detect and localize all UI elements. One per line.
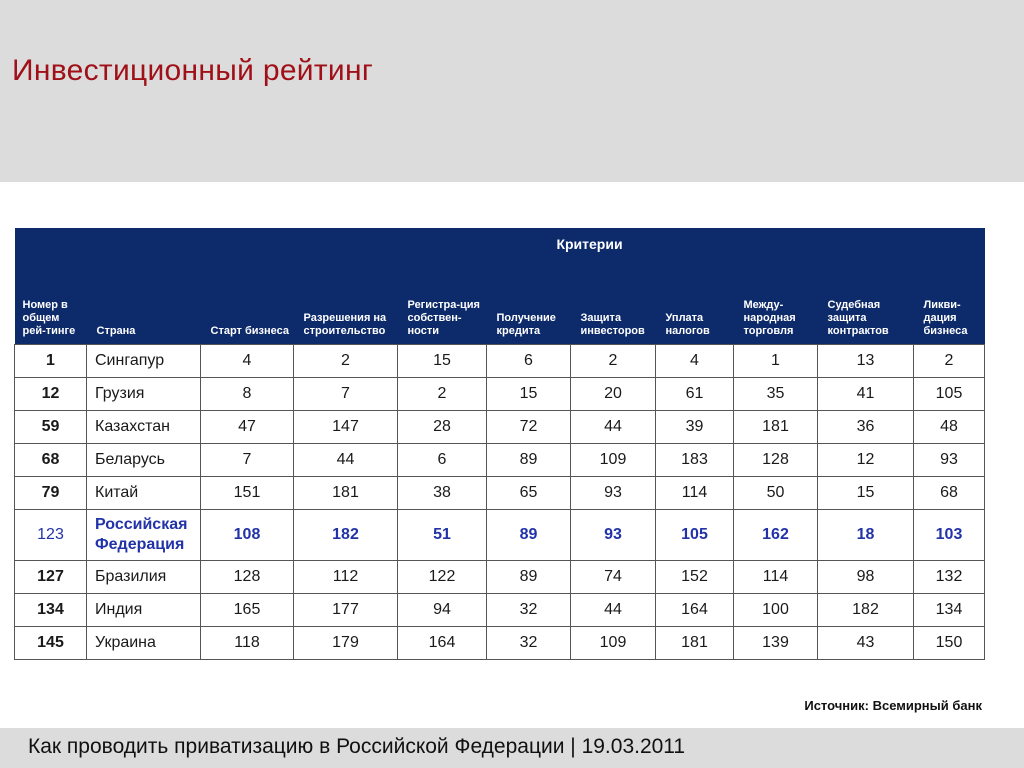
rank-cell: 12	[15, 378, 87, 411]
table-row	[15, 561, 985, 594]
value-cell: 51	[398, 510, 487, 561]
value-cell: 4	[201, 345, 294, 378]
value-cell: 165	[201, 594, 294, 627]
value-cell: 93	[571, 477, 656, 510]
value-cell: 68	[914, 477, 985, 510]
value-cell: 181	[734, 411, 818, 444]
slide-title: Инвестиционный рейтинг	[12, 54, 374, 87]
value-cell: 103	[914, 510, 985, 561]
value-cell: 61	[656, 378, 734, 411]
criteria-header: Критерии	[15, 228, 985, 260]
rank-cell: 68	[15, 444, 87, 477]
value-cell: 89	[487, 510, 571, 561]
source-note: Источник: Всемирный банк	[804, 698, 982, 713]
table-row	[15, 594, 985, 627]
rank-cell: 1	[15, 345, 87, 378]
column-header: Страна	[87, 260, 201, 345]
value-cell: 15	[818, 477, 914, 510]
value-cell: 4	[656, 345, 734, 378]
value-cell: 114	[656, 477, 734, 510]
value-cell: 134	[914, 594, 985, 627]
header-row-columns	[15, 260, 985, 345]
country-cell: Индия	[87, 594, 201, 627]
value-cell: 100	[734, 594, 818, 627]
column-header: Получение кредита	[487, 260, 571, 345]
value-cell: 6	[398, 444, 487, 477]
value-cell: 122	[398, 561, 487, 594]
value-cell: 8	[201, 378, 294, 411]
value-cell: 151	[201, 477, 294, 510]
country-cell: Беларусь	[87, 444, 201, 477]
rank-cell: 127	[15, 561, 87, 594]
column-header: Разрешения на строительство	[294, 260, 398, 345]
value-cell: 44	[294, 444, 398, 477]
table-row	[15, 444, 985, 477]
table-row	[15, 345, 985, 378]
value-cell: 43	[818, 627, 914, 660]
value-cell: 74	[571, 561, 656, 594]
value-cell: 15	[487, 378, 571, 411]
column-header: Судебная защита контрактов	[818, 260, 914, 345]
value-cell: 98	[818, 561, 914, 594]
column-header: Регистра-ция собствен-ности	[398, 260, 487, 345]
country-cell: Китай	[87, 477, 201, 510]
value-cell: 93	[571, 510, 656, 561]
value-cell: 164	[398, 627, 487, 660]
column-header: Уплата налогов	[656, 260, 734, 345]
country-cell: Грузия	[87, 378, 201, 411]
column-header: Между-народная торговля	[734, 260, 818, 345]
value-cell: 7	[294, 378, 398, 411]
value-cell: 50	[734, 477, 818, 510]
value-cell: 105	[656, 510, 734, 561]
value-cell: 48	[914, 411, 985, 444]
value-cell: 2	[398, 378, 487, 411]
table-row	[15, 627, 985, 660]
table-row	[15, 411, 985, 444]
value-cell: 181	[656, 627, 734, 660]
value-cell: 41	[818, 378, 914, 411]
header-row-criteria	[15, 228, 985, 260]
value-cell: 38	[398, 477, 487, 510]
value-cell: 109	[571, 627, 656, 660]
rank-cell: 123	[15, 510, 87, 561]
value-cell: 182	[818, 594, 914, 627]
value-cell: 39	[656, 411, 734, 444]
value-cell: 164	[656, 594, 734, 627]
country-cell: Российская Федерация	[87, 510, 201, 561]
value-cell: 36	[818, 411, 914, 444]
value-cell: 2	[294, 345, 398, 378]
value-cell: 114	[734, 561, 818, 594]
value-cell: 89	[487, 444, 571, 477]
value-cell: 35	[734, 378, 818, 411]
country-cell: Украина	[87, 627, 201, 660]
value-cell: 109	[571, 444, 656, 477]
value-cell: 93	[914, 444, 985, 477]
value-cell: 1	[734, 345, 818, 378]
investment-rating-table	[14, 228, 985, 660]
column-header: Защита инвесторов	[571, 260, 656, 345]
value-cell: 108	[201, 510, 294, 561]
value-cell: 12	[818, 444, 914, 477]
column-header: Ликви-дация бизнеса	[914, 260, 985, 345]
value-cell: 105	[914, 378, 985, 411]
header-band	[0, 0, 1024, 182]
value-cell: 183	[656, 444, 734, 477]
rating-table-container	[14, 228, 984, 660]
footer-text: Как проводить приватизацию в Российской Федерации | 19.03.2011	[28, 735, 686, 758]
value-cell: 162	[734, 510, 818, 561]
value-cell: 147	[294, 411, 398, 444]
value-cell: 15	[398, 345, 487, 378]
value-cell: 132	[914, 561, 985, 594]
value-cell: 150	[914, 627, 985, 660]
value-cell: 139	[734, 627, 818, 660]
value-cell: 32	[487, 594, 571, 627]
rank-cell: 134	[15, 594, 87, 627]
value-cell: 152	[656, 561, 734, 594]
value-cell: 28	[398, 411, 487, 444]
country-cell: Бразилия	[87, 561, 201, 594]
value-cell: 177	[294, 594, 398, 627]
table-row	[15, 378, 985, 411]
rank-cell: 145	[15, 627, 87, 660]
value-cell: 89	[487, 561, 571, 594]
value-cell: 13	[818, 345, 914, 378]
table-row	[15, 477, 985, 510]
value-cell: 182	[294, 510, 398, 561]
value-cell: 2	[914, 345, 985, 378]
value-cell: 181	[294, 477, 398, 510]
value-cell: 72	[487, 411, 571, 444]
value-cell: 118	[201, 627, 294, 660]
value-cell: 128	[734, 444, 818, 477]
value-cell: 94	[398, 594, 487, 627]
value-cell: 44	[571, 594, 656, 627]
value-cell: 179	[294, 627, 398, 660]
value-cell: 20	[571, 378, 656, 411]
rank-cell: 79	[15, 477, 87, 510]
value-cell: 6	[487, 345, 571, 378]
value-cell: 47	[201, 411, 294, 444]
country-cell: Сингапур	[87, 345, 201, 378]
country-cell: Казахстан	[87, 411, 201, 444]
column-header: Старт бизнеса	[201, 260, 294, 345]
value-cell: 2	[571, 345, 656, 378]
table-body	[15, 345, 985, 660]
value-cell: 112	[294, 561, 398, 594]
value-cell: 18	[818, 510, 914, 561]
column-header: Номер в общем рей-тинге	[15, 260, 87, 345]
value-cell: 7	[201, 444, 294, 477]
table-row	[15, 510, 985, 561]
rank-cell: 59	[15, 411, 87, 444]
value-cell: 65	[487, 477, 571, 510]
value-cell: 32	[487, 627, 571, 660]
value-cell: 44	[571, 411, 656, 444]
value-cell: 128	[201, 561, 294, 594]
